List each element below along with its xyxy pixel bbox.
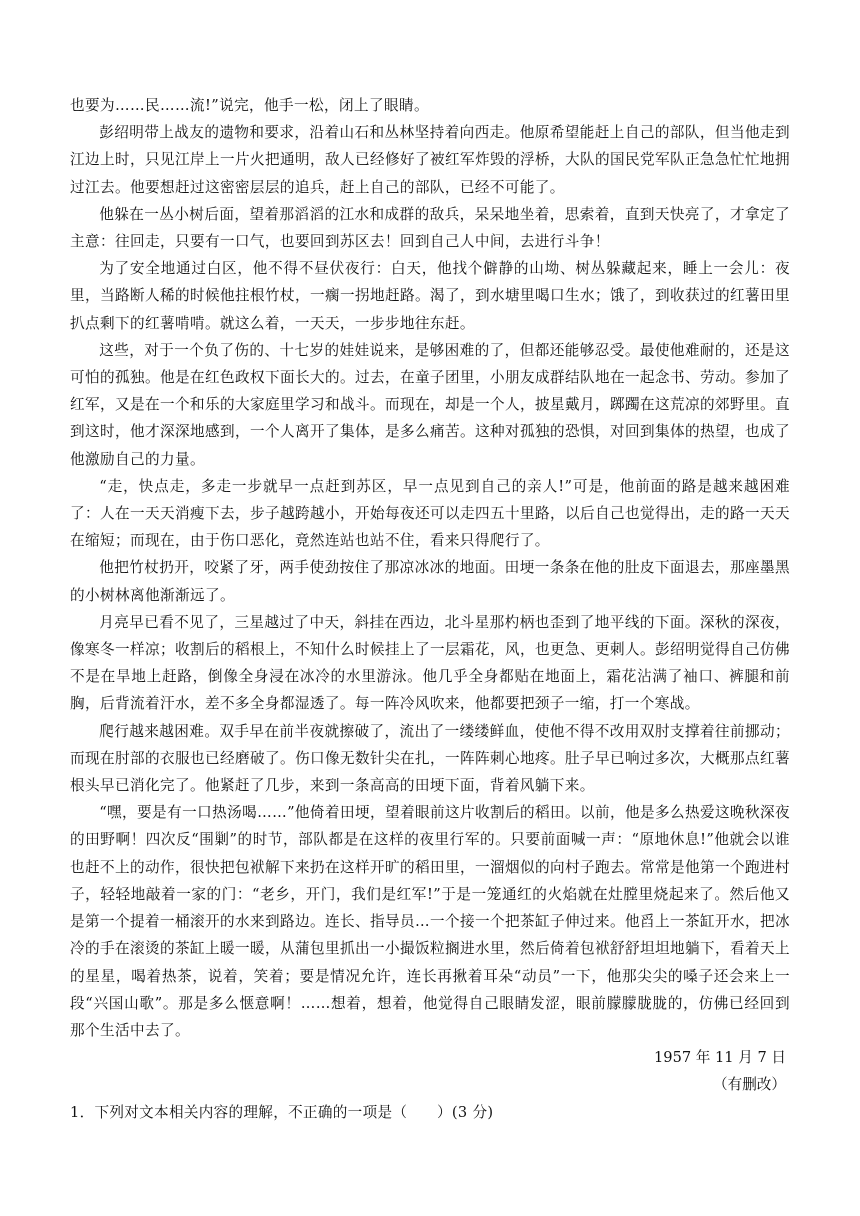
- paragraph: “走，快点走，多走一步就早一点赶到苏区，早一点见到自己的亲人!”可是，他前面的路是越来越困难了：人在一天天消瘦下去，步子越跨越小，开始每夜还可以走四五十里路，以后自己也觉得出，走的路一天天在缩短；而现在，由于伤口恶化，竟然连站也站不住，看来只得爬行了。: [70, 477, 790, 550]
- paragraph: 月亮早已看不见了，三星越过了中天，斜挂在西边，北斗星那杓柄也歪到了地平线的下面。深秋的深夜，像寒冬一样凉；收割后的稻根上，不知什么时候挂上了一层霜花，风，也更急、更刺人。彭绍明觉得自己仿佛不是在旱地上赶路，倒像全身浸在冰冷的水里游泳。他几乎全身都贴在地面上，霜花沾满了袖口、裤腿和前胸，后背流着汗水，差不多全身都湿透了。每一阵冷风吹来，他都要把颈子一缩，打一个寒战。: [70, 613, 790, 713]
- paragraph: 彭绍明带上战友的遗物和要求，沿着山石和丛林坚持着向西走。他原希望能赶上自己的部队，但当他走到江边上时，只见江岸上一片火把通明，敌人已经修好了被红军炸毁的浮桥，大队的国民党军队正急急忙忙地拥过江去。他要想赶过这密密层层的追兵，赶上自己的部队，已经不可能了。: [70, 124, 790, 196]
- paragraph: 他把竹杖扔开，咬紧了牙，两手使劲按住了那凉冰冰的地面。田埂一条条在他的肚皮下面退去，那座墨黑的小树林离他渐渐远了。: [70, 559, 790, 604]
- paragraph: 也要为……民……流!”说完，他手一松，闭上了眼睛。: [70, 97, 429, 114]
- paragraph: 为了安全地通过白区，他不得不昼伏夜行：白天，他找个僻静的山坳、树丛躲藏起来，睡上一会儿：夜里，当路断人稀的时候他拄根竹杖，一瘸一拐地赶路。渴了，到水塘里喝口生水；饿了，到收获过的红薯田里扒点剩下的红薯啃啃。就这么着，一天天，一步步地往东赶。: [70, 260, 790, 332]
- paragraph: 这些，对于一个负了伤的、十七岁的娃娃说来，是够困难的了，但都还能够忍受。最使他难耐的，还是这可怕的孤独。他是在红色政权下面长大的。过去，在童子团里，小朋友成群结队地在一起念书、劳动。参加了红军，又是在一个和乐的大家庭里学习和战斗。而现在，却是一个人，披星戴月，踯躅在这荒凉的郊野里。直到这时，他才深深地感到，一个人离开了集体，是多么痛苦。这种对孤独的恐惧，对回到集体的热望，也成了他激励自己的力量。: [70, 341, 790, 468]
- source-note: （有删改）: [713, 1076, 786, 1094]
- question-1: 1．下列对文本相关内容的理解，不正确的一项是（ ）(3 分): [70, 1103, 494, 1121]
- paragraph: 爬行越来越困难。双手早在前半夜就擦破了，流出了一缕缕鲜血，使他不得不改用双肘支撑着往前挪动；而现在肘部的衣服也已经磨破了。伤口像无数针尖在扎，一阵阵刺心地疼。肚子早已响过多次，大概那点红薯根头早已消化完了。他紧赶了几步，来到一条高高的田埂下面，背着风躺下来。: [70, 722, 790, 795]
- article-body: [70, 92, 790, 1126]
- paragraph: 他躲在一丛小树后面，望着那滔滔的江水和成群的敌兵，呆呆地坐着，思索着，直到天快亮了，才拿定了主意：往回走，只要有一口气，也要回到苏区去！回到自己人中间，去进行斗争！: [70, 205, 790, 251]
- article-date: 1957 年 11 月 7 日: [654, 1049, 786, 1067]
- paragraph: “嘿，要是有一口热汤喝……”他倚着田埂，望着眼前这片收割后的稻田。以前，他是多么热爱这晚秋深夜的田野啊！四次反“围剿”的时节，部队都是在这样的夜里行军的。只要前面喊一声：“原地休息!”他就会以谁也赶不上的动作，很快把包袱解下来扔在这样开旷的稻田里，一溜烟似的向村子跑去。常常是他第一个跑进村子，轻轻地敲着一家的门：“老乡，开门，我们是红军!”于是一笼通红的火焰就在灶膛里烧起来了。然后他又是第一个提着一桶滚开的水来到路边。连长、指导员…一个接一个把茶缸子伸过来。他舀上一茶缸开水，把冰冷的手在滚烫的茶缸上暖一暖，从蒲包里抓出一小撮饭粒搁进水里，然后倚着包袱舒舒坦坦地躺下，看着天上的星星，喝着热茶，说着，笑着；要是情况允许，连长再揪着耳朵“动员”一下，他那尖尖的嗓子还会来上一段“兴国山歌”。那是多么惬意啊！……想着，想着，他觉得自己眼睛发涩，眼前朦朦胧胧的，仿佛已经回到那个生活中去了。: [70, 804, 790, 1039]
